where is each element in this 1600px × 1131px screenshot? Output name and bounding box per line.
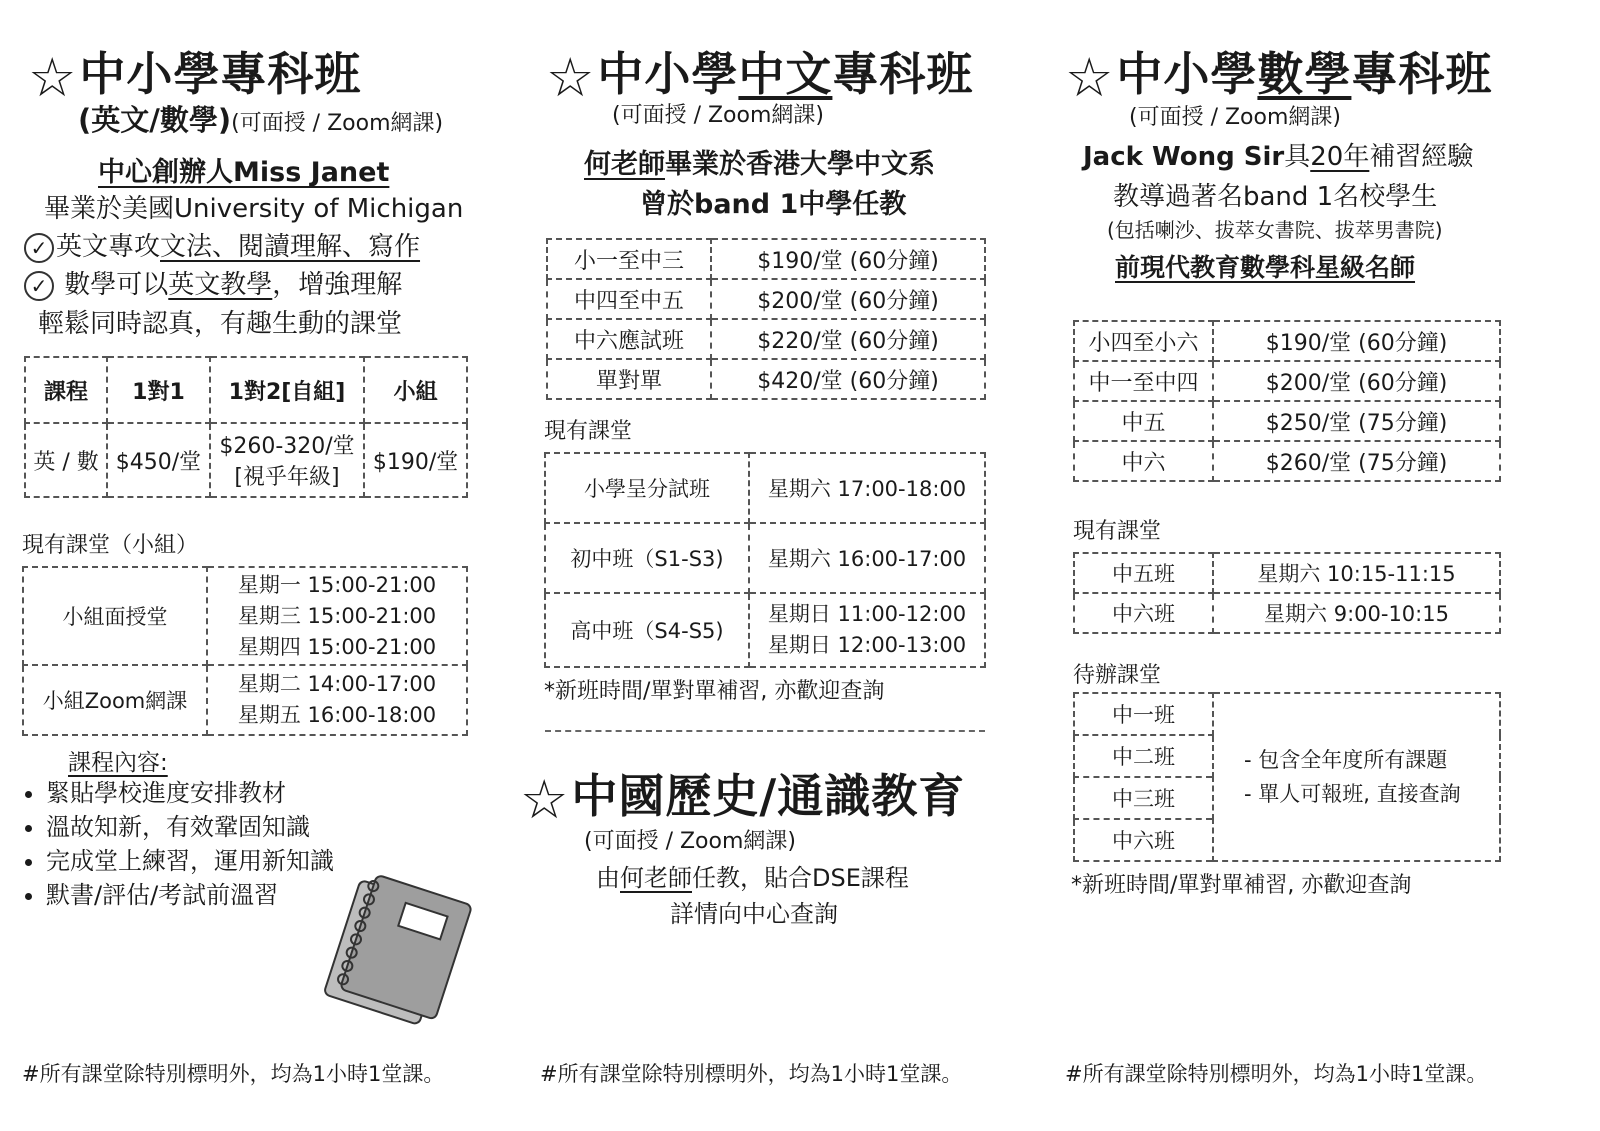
pending-class: 中三班	[1074, 777, 1213, 819]
title-chinese: ☆中小學中文專科班	[546, 46, 974, 109]
schedule-name: 小組Zoom網課	[23, 665, 207, 735]
history-mode: (可面授 / Zoom網課)	[584, 829, 796, 854]
schedule-name: 中五班	[1074, 553, 1213, 593]
level-cell: 單對單	[547, 359, 711, 399]
footer-note: #所有課堂除特別標明外，均為1小時1堂課。	[22, 1062, 445, 1086]
pending-class: 中一班	[1074, 693, 1213, 735]
cell-price-group: $190/堂	[364, 423, 467, 497]
price-cell: $420/堂 (60分鐘)	[711, 359, 985, 399]
enquiry-note: *新班時間/單對單補習, 亦歡迎查詢	[1071, 873, 1412, 898]
schedule-name: 高中班（S4-S5)	[545, 593, 749, 667]
price-cell: $190/堂 (60分鐘)	[711, 239, 985, 279]
pending-table	[1073, 692, 1501, 862]
schedule-times: 星期六 9:00-10:15	[1213, 593, 1500, 633]
pending-class: 中二班	[1074, 735, 1213, 777]
schools-line: (包括喇沙、拔萃女書院、拔萃男書院)	[1107, 218, 1443, 242]
pending-notes: - 包含全年度所有課題 - 單人可報班, 直接查詢	[1213, 693, 1500, 861]
title-history: ☆中國歷史/通識教育	[520, 768, 966, 831]
schedule-name: 小組面授堂	[23, 567, 207, 665]
teacher-line: 何老師畢業於香港大學中文系	[584, 149, 935, 180]
current-classes-label: 現有課堂	[1073, 519, 1162, 544]
pending-class: 中六班	[1074, 819, 1213, 861]
price-cell: $260/堂 (75分鐘)	[1213, 441, 1500, 481]
taught-line: 教導過著名band 1名校學生	[1113, 182, 1438, 212]
schedule-times: 星期六 17:00-18:00	[749, 453, 985, 523]
level-cell: 中六應試班	[547, 319, 711, 359]
current-classes-label: 現有課堂	[544, 419, 633, 444]
list-item: • 緊貼學校進度安排教材	[46, 776, 334, 810]
star-outline-icon: ☆	[1065, 46, 1115, 109]
checkmark-circle-icon: ✓	[24, 271, 54, 301]
level-cell: 中六	[1074, 441, 1213, 481]
tagline: 輕鬆同時認真，有趣生動的課堂	[38, 309, 403, 339]
list-item: • 完成堂上練習，運用新知識	[46, 844, 334, 878]
schedule-times: 星期二 14:00-17:00 星期五 16:00-18:00	[207, 665, 467, 735]
level-cell: 中一至中四	[1074, 361, 1213, 401]
price-cell: $200/堂 (60分鐘)	[711, 279, 985, 319]
column-english-math	[20, 0, 490, 1131]
price-cell: $220/堂 (60分鐘)	[711, 319, 985, 359]
schedule-times: 星期一 15:00-21:00 星期三 15:00-21:00 星期四 15:00-21:00	[207, 567, 467, 665]
footer-note: #所有課堂除特別標明外，均為1小時1堂課。	[540, 1062, 963, 1086]
price-cell: $200/堂 (60分鐘)	[1213, 361, 1500, 401]
subtitle: (英文/數學)(可面授 / Zoom網課)	[78, 103, 444, 137]
subtitle: (可面授 / Zoom網課)	[612, 103, 824, 128]
list-item: • 溫故知新，有效鞏固知識	[46, 810, 334, 844]
level-cell: 中五	[1074, 401, 1213, 441]
teacher-line: Jack Wong Sir具20年補習經驗	[1083, 142, 1474, 172]
star-outline-icon: ☆	[520, 768, 570, 831]
header-group: 小組	[364, 357, 467, 423]
level-cell: 中四至中五	[547, 279, 711, 319]
cell-price-1on1: $450/堂	[107, 423, 210, 497]
star-teacher-line: 前現代教育數學科星級名師	[1115, 253, 1416, 282]
level-cell: 小一至中三	[547, 239, 711, 279]
english-focus-line: ✓ 英文專攻文法、閱讀理解、寫作	[24, 226, 420, 263]
schedule-name: 中六班	[1074, 593, 1213, 633]
column-math	[1065, 0, 1545, 1131]
schedule-table	[1073, 552, 1501, 634]
graduate-line: 畢業於美國University of Michigan	[44, 194, 464, 224]
star-outline-icon: ☆	[546, 46, 596, 109]
level-cell: 小四至小六	[1074, 321, 1213, 361]
taught-line: 曾於band 1中學任教	[640, 189, 907, 220]
title-english-math: ☆中小學專科班	[28, 46, 362, 109]
schedule-times: 星期日 11:00-12:00 星期日 12:00-13:00	[749, 593, 985, 667]
schedule-times: 星期六 16:00-17:00	[749, 523, 985, 593]
price-table	[24, 356, 468, 498]
schedule-name: 初中班（S1-S3)	[545, 523, 749, 593]
schedule-times: 星期六 10:15-11:15	[1213, 553, 1500, 593]
math-english-line: ✓ 數學可以英文教學，增強理解	[24, 264, 402, 301]
history-teacher-line: 由何老師任教，貼合DSE課程	[596, 864, 909, 892]
enquiry-note: *新班時間/單對單補習, 亦歡迎查詢	[544, 679, 885, 704]
star-outline-icon: ☆	[28, 46, 78, 109]
header-one-on-one: 1對1	[107, 357, 210, 423]
current-classes-label: 現有課堂（小組）	[22, 533, 199, 558]
price-cell: $190/堂 (60分鐘)	[1213, 321, 1500, 361]
title-math: ☆中小學數學專科班	[1065, 46, 1493, 109]
history-enquiry-line: 詳情向中心查詢	[670, 900, 838, 928]
content-list	[20, 776, 334, 912]
price-table	[1073, 320, 1501, 482]
subtitle: (可面授 / Zoom網課)	[1129, 105, 1341, 130]
column-history	[520, 0, 1010, 1131]
footer-note: #所有課堂除特別標明外，均為1小時1堂課。	[1065, 1062, 1488, 1086]
cell-subject: 英 / 數	[25, 423, 107, 497]
list-item: • 默書/評估/考試前溫習	[46, 878, 334, 912]
cell-price-1on2: $260-320/堂 [視乎年級]	[210, 423, 364, 497]
checkmark-circle-icon: ✓	[24, 233, 54, 263]
pending-classes-label: 待辦課堂	[1073, 663, 1162, 688]
header-one-on-two: 1對2[自組]	[210, 357, 364, 423]
price-cell: $250/堂 (75分鐘)	[1213, 401, 1500, 441]
schedule-name: 小學呈分試班	[545, 453, 749, 523]
content-label: 課程內容:	[68, 750, 168, 776]
header-course: 課程	[25, 357, 107, 423]
notebook-icon	[310, 872, 480, 1032]
schedule-table	[22, 566, 468, 736]
founder-line: 中心創辦人Miss Janet	[98, 157, 390, 188]
